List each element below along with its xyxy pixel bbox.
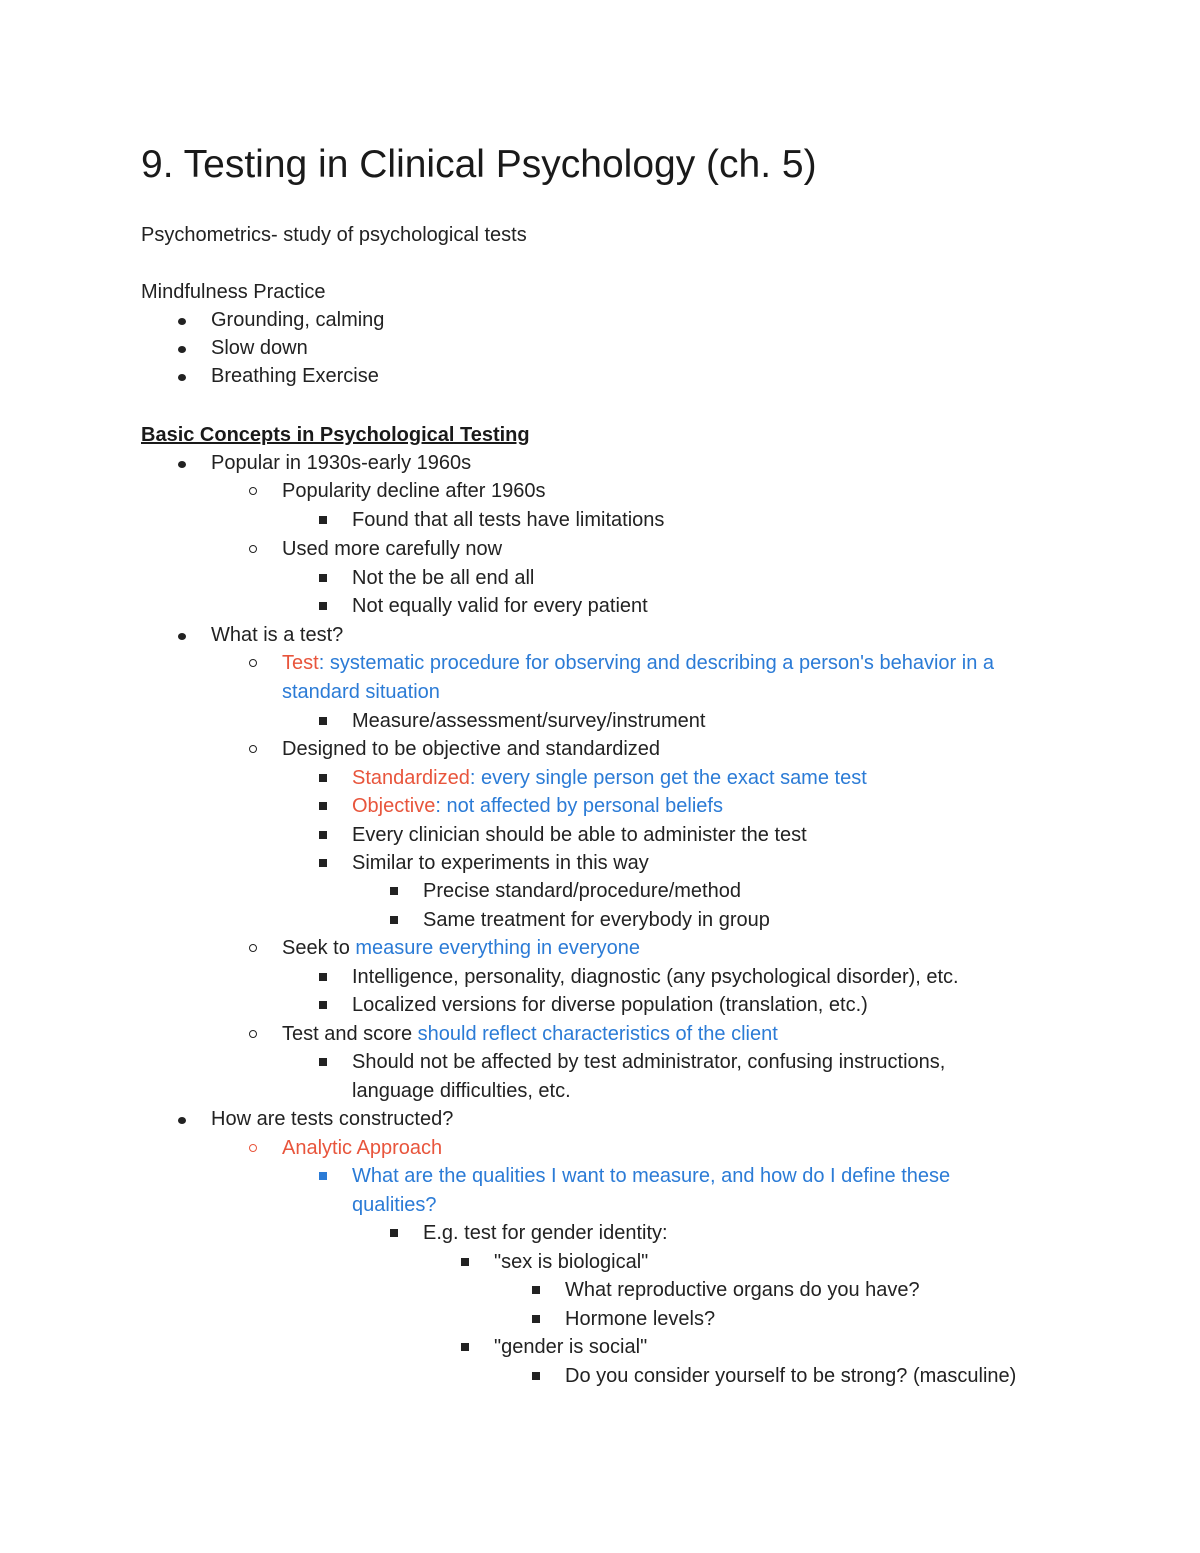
definition-test (282, 649, 994, 677)
list-item-seek (282, 934, 640, 962)
bullet-circle (249, 659, 257, 667)
bullet-square (319, 1172, 327, 1180)
text: Test and score (282, 1023, 418, 1045)
definition: every single person get the exact same test (481, 767, 867, 789)
list-item-continued: language difficulties, etc. (352, 1080, 571, 1102)
list-item: Found that all tests have limitations (352, 509, 665, 531)
bullet-square (319, 1001, 327, 1009)
list-item: How are tests constructed? (211, 1108, 454, 1130)
bullet-disc (178, 374, 186, 381)
term-colon: : (469, 767, 476, 789)
bullet-square (532, 1372, 540, 1380)
page-title: 9. Testing in Clinical Psychology (ch. 5) (141, 143, 817, 186)
highlight: should reflect characteristics of the client (417, 1023, 778, 1045)
highlight: measure everything in everyone (355, 937, 640, 959)
list-item: Analytic Approach (282, 1137, 443, 1159)
bullet-square (532, 1286, 540, 1294)
list-item: Every clinician should be able to administer the test (352, 824, 807, 846)
section-heading: Basic Concepts in Psychological Testing (141, 424, 530, 446)
bullet-square (319, 973, 327, 981)
definition-standardized (352, 764, 867, 792)
bullet-square (390, 1229, 398, 1237)
bullet-square (319, 602, 327, 610)
definition: not affected by personal beliefs (446, 795, 723, 817)
list-item: Measure/assessment/survey/instrument (352, 710, 706, 732)
bullet-square (390, 887, 398, 895)
list-item: Breathing Exercise (211, 365, 379, 387)
bullet-square (319, 516, 327, 524)
term: Objective (352, 795, 436, 817)
list-item: "sex is biological" (494, 1251, 649, 1273)
mindfulness-heading: Mindfulness Practice (141, 281, 326, 303)
list-item: Designed to be objective and standardized (282, 738, 661, 760)
bullet-circle (249, 944, 257, 952)
list-item: Grounding, calming (211, 309, 385, 331)
bullet-square (532, 1315, 540, 1323)
bullet-square (319, 1058, 327, 1066)
term: Test (282, 652, 319, 674)
list-item: E.g. test for gender identity: (423, 1222, 668, 1244)
bullet-square (461, 1258, 469, 1266)
term-colon: : (318, 652, 325, 674)
bullet-circle (249, 1030, 257, 1038)
list-item: "gender is social" (494, 1336, 648, 1358)
bullet-square (461, 1343, 469, 1351)
list-item: What are the qualities I want to measure, and how do I define these (352, 1165, 951, 1187)
psychometrics-line: Psychometrics- study of psychological tests (141, 224, 527, 246)
bullet-disc (178, 318, 186, 325)
list-item: Used more carefully now (282, 538, 503, 560)
list-item: Intelligence, personality, diagnostic (any psychological disorder), etc. (352, 966, 959, 988)
definition-continued: standard situation (282, 681, 440, 703)
bullet-circle (249, 545, 257, 553)
bullet-disc (178, 346, 186, 353)
text: Seek to (282, 937, 356, 959)
list-item: Localized versions for diverse population (translation, etc.) (352, 994, 868, 1016)
list-item-score (282, 1020, 778, 1048)
list-item: Same treatment for everybody in group (423, 909, 770, 931)
list-item: Popularity decline after 1960s (282, 480, 546, 502)
bullet-square (319, 717, 327, 725)
bullet-disc (178, 461, 186, 468)
list-item: What is a test? (211, 624, 344, 646)
list-item-continued: qualities? (352, 1194, 437, 1216)
list-item: Not equally valid for every patient (352, 595, 648, 617)
definition: systematic procedure for observing and describing a person's behavior in a (329, 652, 994, 674)
bullet-circle (249, 745, 257, 753)
bullet-disc (178, 1117, 186, 1124)
bullet-square (319, 574, 327, 582)
bullet-square (319, 859, 327, 867)
list-item: What reproductive organs do you have? (565, 1279, 920, 1301)
term: Standardized (352, 767, 470, 789)
list-item: Do you consider yourself to be strong? (masculine) (565, 1365, 1017, 1387)
bullet-disc (178, 633, 186, 640)
list-item: Similar to experiments in this way (352, 852, 649, 874)
list-item: Not the be all end all (352, 567, 535, 589)
list-item: Hormone levels? (565, 1308, 716, 1330)
list-item: Should not be affected by test administrator, confusing instructions, (352, 1051, 946, 1073)
list-item: Precise standard/procedure/method (423, 880, 741, 902)
list-item: Slow down (211, 337, 308, 359)
term-colon: : (435, 795, 441, 817)
bullet-square (319, 774, 327, 782)
list-item: Popular in 1930s-early 1960s (211, 452, 472, 474)
bullet-circle (249, 487, 257, 495)
bullet-square (390, 916, 398, 924)
bullet-square (319, 831, 327, 839)
definition-objective (352, 792, 723, 820)
bullet-circle (249, 1144, 257, 1152)
bullet-square (319, 802, 327, 810)
